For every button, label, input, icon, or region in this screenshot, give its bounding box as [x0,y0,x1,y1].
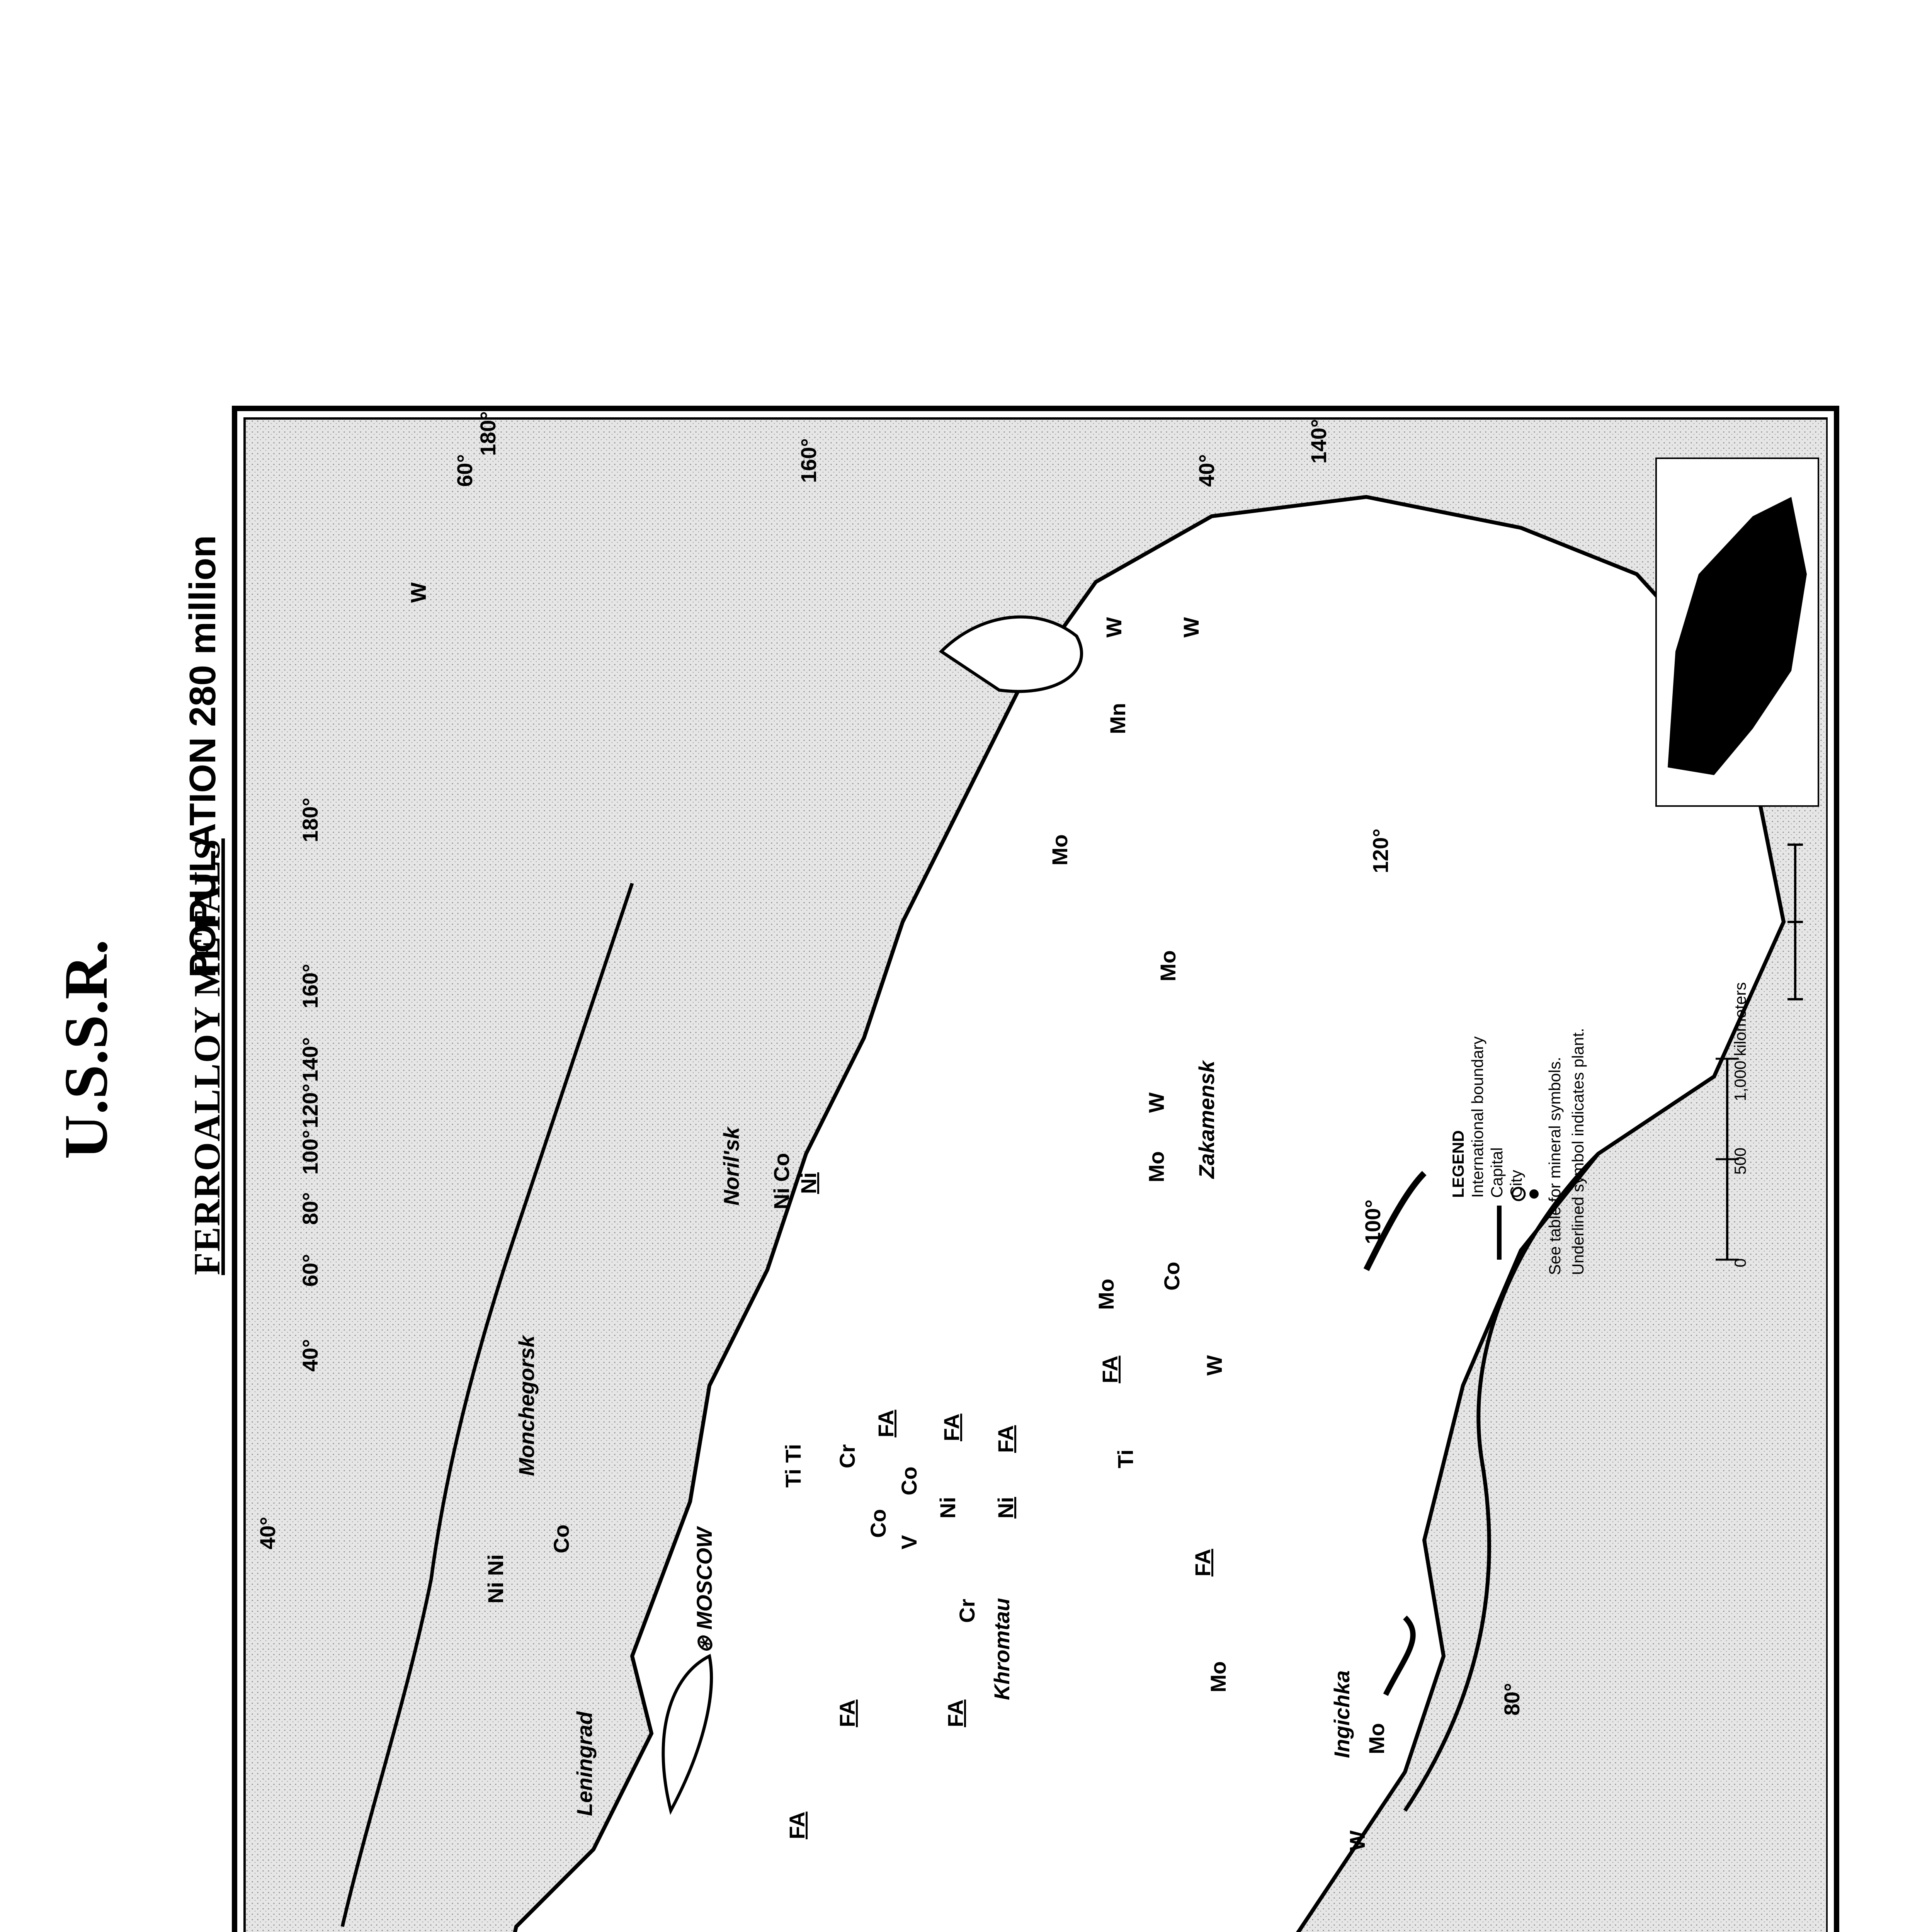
mineral-ni-co-norilsk: Ni Co [769,1153,794,1209]
mineral-cr-urals: Cr [835,1444,859,1468]
mineral-ni-khromtau: Ni [993,1497,1018,1519]
mineral-w-zakamensk: W [1144,1092,1168,1113]
mineral-cr-khromtau: Cr [955,1599,979,1623]
mineral-ni-urals: Ni [935,1497,960,1519]
city-leningrad: Leningrad [572,1711,597,1816]
graticule-120-north: 120° [298,1083,322,1128]
city-norilsk: Noril'sk [719,1127,743,1206]
graticule-80-north: 80° [298,1192,322,1225]
mineral-fa-khromtau: FA [943,1699,968,1727]
mineral-mn-far-east: Mn [1105,703,1130,734]
city-monchegorsk: Monchegorsk [514,1335,539,1476]
mineral-fa-urals-3: FA [993,1425,1018,1453]
mineral-mo-transbaikal: Mo [1156,950,1180,981]
mineral-co-urals-2: Co [897,1466,921,1495]
legend-note-1: See table for mineral symbols. [1546,1057,1564,1275]
map-subtitle: FERROALLOY METALS [186,838,228,1275]
graticule-120-south: 120° [1368,828,1393,873]
city-symbol [1529,1189,1539,1199]
legend-symbols [1430,927,1546,1275]
mineral-fa-west-2: FA [785,1811,809,1839]
city-zakamensk: Zakamensk [1194,1060,1219,1179]
city-ingichka: Ingichka [1330,1670,1354,1758]
mineral-w-ingichka: W [1345,1830,1369,1851]
legend-city: City [1507,1170,1525,1198]
graticule-180-north: 180° [298,798,322,842]
mineral-co-urals: Co [866,1509,890,1538]
graticule-80-south: 80° [1500,1683,1524,1716]
mineral-mo-east: Mo [1048,834,1072,866]
population-label: POPULATION 280 million [182,535,223,978]
mineral-ni-norilsk-plant: Ni [796,1172,821,1194]
mineral-v-urals: V [897,1535,921,1549]
mineral-ti-kazakh: Ti [1113,1449,1138,1468]
map-title: U.S.S.R. [51,939,120,1159]
mineral-mo-kazakh: Mo [1094,1279,1118,1310]
graticule-140-east: 140° [1306,419,1331,464]
mineral-fa-urals-2: FA [939,1413,964,1441]
city-moscow: ⊛ MOSCOW [692,1527,716,1654]
graticule-100-south: 100° [1361,1199,1385,1244]
mineral-ti-urals: Ti Ti [781,1444,805,1488]
mineral-w-altai: W [1202,1355,1226,1376]
mineral-fa-balkhash: FA [1190,1549,1215,1577]
graticule-160-ne: 160° [796,438,821,483]
city-khromtau: Khromtau [990,1598,1014,1700]
mineral-w-far-east-2: W [1179,617,1203,638]
mineral-fa-kazakh: FA [1098,1355,1122,1383]
legend-capital: Capital [1488,1147,1506,1198]
graticule-40-west: 40° [255,1517,280,1549]
legend-boundary: International boundary [1468,1036,1486,1198]
capital-symbol [1512,1188,1525,1200]
map-drawing [246,420,1826,1932]
scale-bar-graphic [1692,1043,1770,1314]
mineral-ni-monchegorsk: Ni Ni [483,1554,508,1604]
map-frame [232,406,1839,1932]
mineral-fa-west-1: FA [835,1699,859,1727]
mineral-co-kola: Co [549,1524,573,1553]
graticule-140-north: 140° [298,1037,322,1082]
graticule-100-north: 100° [298,1130,322,1175]
scale-label-0: 0 [1731,1258,1749,1267]
mineral-mo-ingichka: Mo [1364,1723,1389,1754]
capital-icon: ⊛ [692,1629,716,1654]
mineral-fa-urals-1: FA [874,1410,898,1437]
mineral-w-chukotka: W [406,582,430,603]
graticule-40-north: 40° [298,1339,322,1372]
map-area [243,417,1828,1932]
graticule-180-ne: 180° [476,411,500,456]
mineral-mo-zakamensk: Mo [1144,1151,1168,1182]
graticule-40-east: 40° [1194,454,1219,487]
legend-note-2: Underlined symbol indicates plant. [1569,1028,1587,1275]
graticule-160-north: 160° [298,964,322,1009]
graticule-60-north: 60° [298,1254,322,1287]
scale-label-1000: 1,000 kilometers [1731,982,1749,1101]
mineral-mo-balkhash: Mo [1206,1661,1230,1692]
mineral-w-far-east-1: W [1102,617,1126,638]
scale-label-500: 500 [1731,1147,1749,1175]
legend-heading: LEGEND [1449,1130,1467,1198]
mineral-co-altai: Co [1160,1262,1184,1291]
graticule-60-ne: 60° [452,454,477,487]
